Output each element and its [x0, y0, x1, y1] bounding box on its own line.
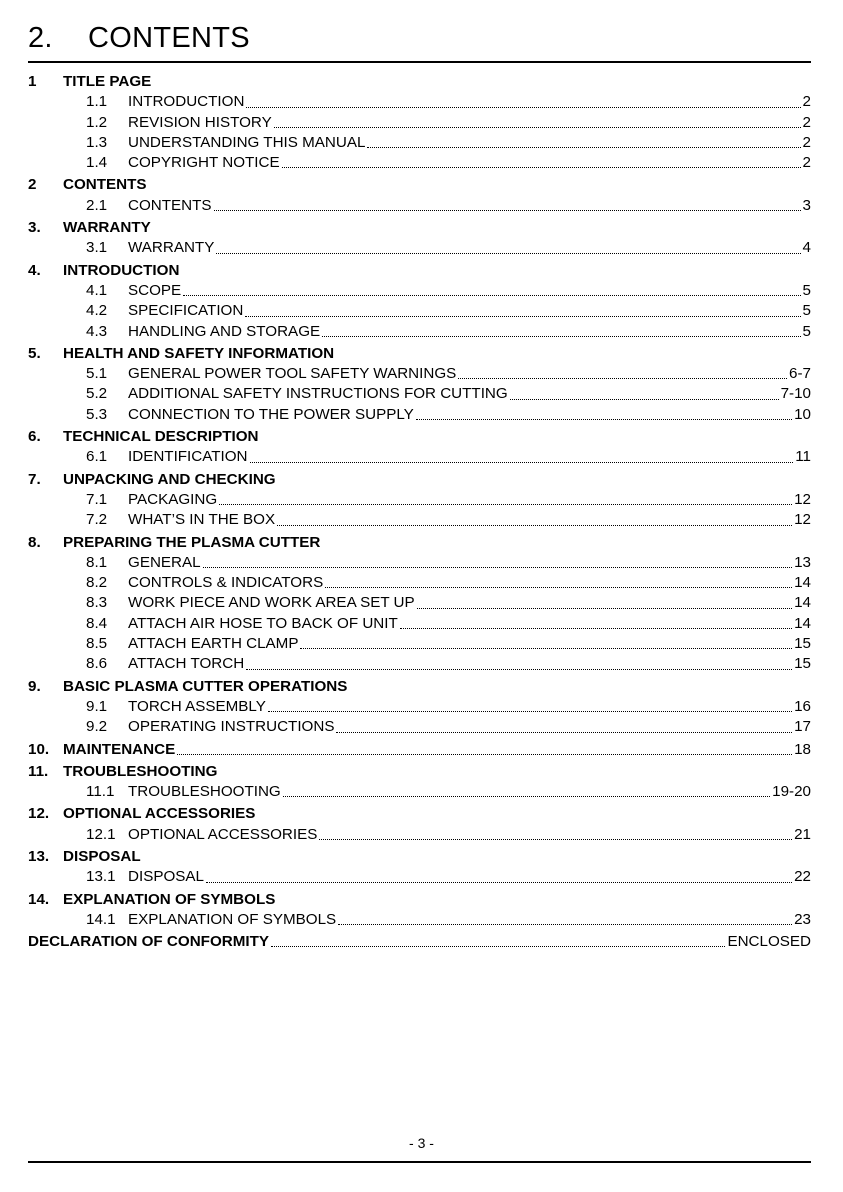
- toc-section-number: 9.: [28, 677, 41, 695]
- page-number: - 3 -: [409, 1135, 434, 1151]
- toc-leader-dots: [271, 946, 725, 947]
- toc-page-number: 19-20: [772, 783, 811, 801]
- toc-section-number: 8.: [28, 533, 41, 551]
- toc-entry-title: UNDERSTANDING THIS MANUAL: [128, 133, 366, 151]
- toc-entry[interactable]: [28, 447, 811, 467]
- toc-entry-number: 1.3: [86, 133, 108, 151]
- toc-section-heading[interactable]: [28, 847, 811, 867]
- toc-entry[interactable]: [28, 281, 811, 301]
- toc-leader-dots: [183, 295, 800, 296]
- toc-page-number: 2: [802, 93, 811, 111]
- toc-section: [28, 470, 811, 531]
- toc-leader-dots: [336, 732, 792, 733]
- toc-page-number: 14: [794, 614, 811, 632]
- header-rule: [28, 61, 811, 63]
- toc-section: [28, 740, 811, 760]
- toc-page-number: 5: [802, 281, 811, 299]
- toc-section-number: 1: [28, 73, 37, 90]
- toc-entry[interactable]: [28, 510, 811, 530]
- toc-entry[interactable]: [28, 614, 811, 634]
- toc-entry[interactable]: [28, 364, 811, 384]
- toc-page-number: 14: [794, 574, 811, 592]
- toc-page-number: 14: [794, 594, 811, 612]
- toc-leader-dots: [277, 525, 792, 526]
- toc-entry-title: ATTACH TORCH: [128, 655, 245, 673]
- toc-entry-number: 8.5: [86, 635, 108, 653]
- toc-section-heading[interactable]: [28, 72, 811, 92]
- toc-leader-dots: [274, 127, 801, 128]
- toc-page-number: ENCLOSED: [727, 933, 811, 951]
- toc-entry-title: DISPOSAL: [128, 868, 204, 886]
- toc-leader-dots: [245, 316, 800, 317]
- toc-entry-title: SCOPE: [128, 281, 182, 299]
- toc-entry[interactable]: [28, 113, 811, 133]
- toc-entry-title: PACKAGING: [128, 490, 218, 508]
- toc-entry[interactable]: [28, 553, 811, 573]
- toc-section: [28, 344, 811, 425]
- toc-page-number: 2: [802, 154, 811, 172]
- toc-section-number: 5.: [28, 344, 41, 362]
- toc-entry[interactable]: [28, 867, 811, 887]
- toc-leader-dots: [510, 399, 779, 400]
- toc-entry-title: CONTROLS & INDICATORS: [128, 574, 324, 592]
- toc-section-heading[interactable]: [28, 762, 811, 782]
- toc-entry[interactable]: [28, 573, 811, 593]
- toc-leader-dots: [458, 378, 787, 379]
- toc-section-title: INTRODUCTION: [63, 261, 180, 279]
- toc-page-number: 7-10: [780, 385, 811, 403]
- toc-section-title: OPTIONAL ACCESSORIES: [63, 805, 256, 823]
- toc-entry-number: 4.3: [86, 322, 108, 340]
- toc-leader-dots: [250, 462, 794, 463]
- toc-page-number: 22: [794, 868, 811, 886]
- toc-section: [28, 261, 811, 342]
- toc-section-number: 2: [28, 176, 37, 194]
- toc-page-number: 15: [794, 655, 811, 673]
- toc-declaration-title: DECLARATION OF CONFORMITY: [28, 933, 270, 951]
- toc-page-number: 6-7: [789, 365, 811, 383]
- toc-leader-dots: [367, 147, 800, 148]
- toc-leader-dots: [325, 587, 792, 588]
- toc-entry[interactable]: [28, 593, 811, 613]
- toc-section-heading[interactable]: [28, 218, 811, 238]
- toc-section-heading[interactable]: [28, 344, 811, 364]
- toc-entry-title: GENERAL: [128, 553, 201, 571]
- toc-leader-dots: [246, 669, 792, 670]
- toc-section-title: HEALTH AND SAFETY INFORMATION: [63, 344, 335, 362]
- footer-rule: [28, 1161, 811, 1163]
- toc-leader-dots: [322, 336, 800, 337]
- toc-page-number: 23: [794, 910, 811, 928]
- toc-entry-title: ATTACH EARTH CLAMP: [128, 635, 299, 653]
- toc-section-number: 7.: [28, 470, 41, 488]
- toc-leader-dots: [338, 924, 792, 925]
- toc-entry[interactable]: [28, 301, 811, 321]
- toc-entry-number: 1.2: [86, 113, 108, 131]
- toc-entry-number: 13.1: [86, 868, 116, 886]
- toc-section-title: UNPACKING AND CHECKING: [63, 470, 276, 488]
- toc-leader-dots: [214, 210, 801, 211]
- toc-entry-number: 2.1: [86, 196, 108, 214]
- toc-leader-dots: [219, 504, 792, 505]
- toc-leader-dots: [300, 648, 792, 649]
- toc-section-number: 14.: [28, 890, 50, 908]
- toc-entry-number: 14.1: [86, 910, 116, 928]
- toc-entry-number: 8.4: [86, 614, 108, 632]
- toc-entry[interactable]: [28, 634, 811, 654]
- toc-section: [28, 533, 811, 675]
- toc-leader-dots: [282, 167, 801, 168]
- toc-entry-title: OPERATING INSTRUCTIONS: [128, 718, 335, 736]
- toc-leader-dots: [319, 839, 792, 840]
- toc-page-number: 5: [802, 322, 811, 340]
- toc-entry[interactable]: [28, 697, 811, 717]
- toc-section-title: TROUBLESHOOTING: [63, 762, 218, 780]
- toc-entry-number: 1.4: [86, 154, 108, 172]
- toc-section-heading[interactable]: [28, 677, 811, 697]
- toc-entry[interactable]: [28, 717, 811, 737]
- toc-entry-number: 5.1: [86, 365, 108, 383]
- toc-entry-number: 9.1: [86, 697, 108, 715]
- toc-section-heading[interactable]: [28, 804, 811, 824]
- toc-section-title: CONTENTS: [63, 176, 147, 194]
- toc-entry-number: 1.1: [86, 93, 108, 111]
- toc-entry-number: 9.2: [86, 718, 108, 736]
- toc-section-title: DISPOSAL: [63, 847, 141, 865]
- toc-entry[interactable]: [28, 405, 811, 425]
- toc-entry-title: WORK PIECE AND WORK AREA SET UP: [128, 594, 415, 612]
- toc-page-number: 3: [802, 196, 811, 214]
- toc-entry[interactable]: [28, 782, 811, 802]
- toc-page-number: 17: [794, 718, 811, 736]
- toc-entry[interactable]: [28, 654, 811, 674]
- toc-section-number: 11.: [28, 762, 49, 780]
- toc-page-number: 16: [794, 697, 811, 715]
- toc-section: [28, 427, 811, 468]
- toc-leader-dots: [416, 419, 792, 420]
- toc-entry-title: IDENTIFICATION: [128, 448, 248, 466]
- toc-entry-title: ATTACH AIR HOSE TO BACK OF UNIT: [128, 614, 398, 632]
- toc-entry-title: CONNECTION TO THE POWER SUPPLY: [128, 405, 414, 423]
- toc-entry-number: 3.1: [86, 239, 108, 257]
- toc-section: [28, 175, 811, 216]
- toc-entry[interactable]: [28, 384, 811, 404]
- toc-page-number: 11: [795, 448, 811, 466]
- toc-section: [28, 677, 811, 738]
- toc-section-title: BASIC PLASMA CUTTER OPERATIONS: [63, 677, 348, 695]
- toc-entry[interactable]: [28, 322, 811, 342]
- toc-section: [28, 762, 811, 803]
- toc-entry-number: 5.3: [86, 405, 108, 423]
- toc-page-number: 13: [794, 553, 811, 571]
- toc-entry[interactable]: [28, 133, 811, 153]
- toc-section-heading[interactable]: [28, 427, 811, 447]
- page-title-number: 2.: [28, 22, 53, 54]
- toc-leader-dots: [417, 608, 792, 609]
- toc-entry-number: 7.2: [86, 511, 108, 529]
- toc-entry-title: COPYRIGHT NOTICE: [128, 154, 280, 172]
- toc-entry-title: INTRODUCTION: [128, 93, 245, 111]
- toc-section-heading[interactable]: [28, 261, 811, 281]
- toc-page-number: 5: [802, 302, 811, 320]
- toc-section-title: TITLE PAGE: [63, 73, 152, 90]
- toc-entry-title: EXPLANATION OF SYMBOLS: [128, 910, 337, 928]
- toc-entry-title: GENERAL POWER TOOL SAFETY WARNINGS: [128, 365, 457, 383]
- toc-section-title: PREPARING THE PLASMA CUTTER: [63, 533, 321, 551]
- toc-leader-dots: [400, 628, 792, 629]
- toc-entry-title: REVISION HISTORY: [128, 113, 272, 131]
- toc-page-number: 12: [794, 511, 811, 529]
- toc-entry[interactable]: [28, 238, 811, 258]
- toc-section-number: 10.: [28, 740, 50, 758]
- toc-entry-number: 11.1: [86, 783, 115, 801]
- toc-page-number: 21: [794, 825, 811, 843]
- toc-entry[interactable]: [28, 490, 811, 510]
- toc-entry-title: SPECIFICATION: [128, 302, 244, 320]
- toc-entry-number: 8.3: [86, 594, 108, 612]
- toc-section: [28, 804, 811, 845]
- toc-section-number: 6.: [28, 428, 41, 446]
- toc-entry-number: 8.2: [86, 574, 108, 592]
- toc-section-number: 4.: [28, 261, 41, 279]
- toc-entry-title: WHAT’S IN THE BOX: [128, 511, 276, 529]
- toc-entry-number: 4.2: [86, 302, 108, 320]
- toc-page-number: 10: [794, 405, 811, 423]
- page-title-text: CONTENTS: [88, 22, 250, 54]
- page-title: [28, 22, 250, 55]
- toc-section: [28, 847, 811, 888]
- toc-page-number: 12: [794, 490, 811, 508]
- toc-section-number: 3.: [28, 219, 41, 237]
- toc-entry-number: 6.1: [86, 448, 108, 466]
- toc-entry-title: WARRANTY: [128, 239, 215, 257]
- toc-entry-title: HANDLING AND STORAGE: [128, 322, 321, 340]
- toc-section-title: EXPLANATION OF SYMBOLS: [63, 890, 276, 908]
- toc-section-number: 12.: [28, 805, 50, 823]
- toc-section-number: 13.: [28, 847, 50, 865]
- toc-page-number: 2: [802, 133, 811, 151]
- toc-leader-dots: [246, 107, 800, 108]
- toc-entry-title: OPTIONAL ACCESSORIES: [128, 825, 318, 843]
- toc-entry-title: TROUBLESHOOTING: [128, 783, 281, 801]
- toc-entry-number: 4.1: [86, 281, 108, 299]
- toc-section: [28, 72, 811, 173]
- toc-leader-dots: [216, 253, 800, 254]
- toc-section-heading[interactable]: [28, 533, 811, 553]
- toc-leader-dots: [203, 567, 793, 568]
- toc-entry-title: ADDITIONAL SAFETY INSTRUCTIONS FOR CUTTING: [128, 385, 508, 403]
- toc-entry[interactable]: [28, 910, 811, 930]
- toc-declaration[interactable]: [28, 932, 811, 952]
- toc-entry-title: CONTENTS: [128, 196, 212, 214]
- toc-leader-dots: [268, 711, 792, 712]
- toc-leader-dots: [177, 754, 792, 755]
- toc-leader-dots: [206, 882, 792, 883]
- toc-section-heading[interactable]: [28, 175, 811, 195]
- toc-entry-number: 5.2: [86, 385, 108, 403]
- toc-entry-number: 7.1: [86, 490, 108, 508]
- toc-entry-number: 8.6: [86, 655, 108, 673]
- table-of-contents: [28, 72, 811, 952]
- toc-page-number: 4: [802, 239, 811, 257]
- toc-section-title: MAINTENANCE: [63, 740, 176, 758]
- toc-section: [28, 218, 811, 259]
- toc-section-title: TECHNICAL DESCRIPTION: [63, 428, 259, 446]
- toc-entry-title: TORCH ASSEMBLY: [128, 697, 266, 715]
- toc-entry[interactable]: [28, 196, 811, 216]
- toc-entry[interactable]: [28, 92, 811, 112]
- toc-leader-dots: [283, 796, 770, 797]
- toc-section: [28, 890, 811, 931]
- toc-section-title: WARRANTY: [63, 219, 151, 237]
- toc-entry[interactable]: [28, 153, 811, 173]
- toc-section-heading[interactable]: [28, 890, 811, 910]
- toc-page-number: 2: [802, 113, 811, 131]
- toc-entry-number: 12.1: [86, 825, 116, 843]
- toc-entry[interactable]: [28, 825, 811, 845]
- toc-section-heading[interactable]: [28, 740, 811, 760]
- toc-entry-number: 8.1: [86, 553, 108, 571]
- toc-page-number: 18: [794, 740, 811, 758]
- toc-section-heading[interactable]: [28, 470, 811, 490]
- toc-page-number: 15: [794, 635, 811, 653]
